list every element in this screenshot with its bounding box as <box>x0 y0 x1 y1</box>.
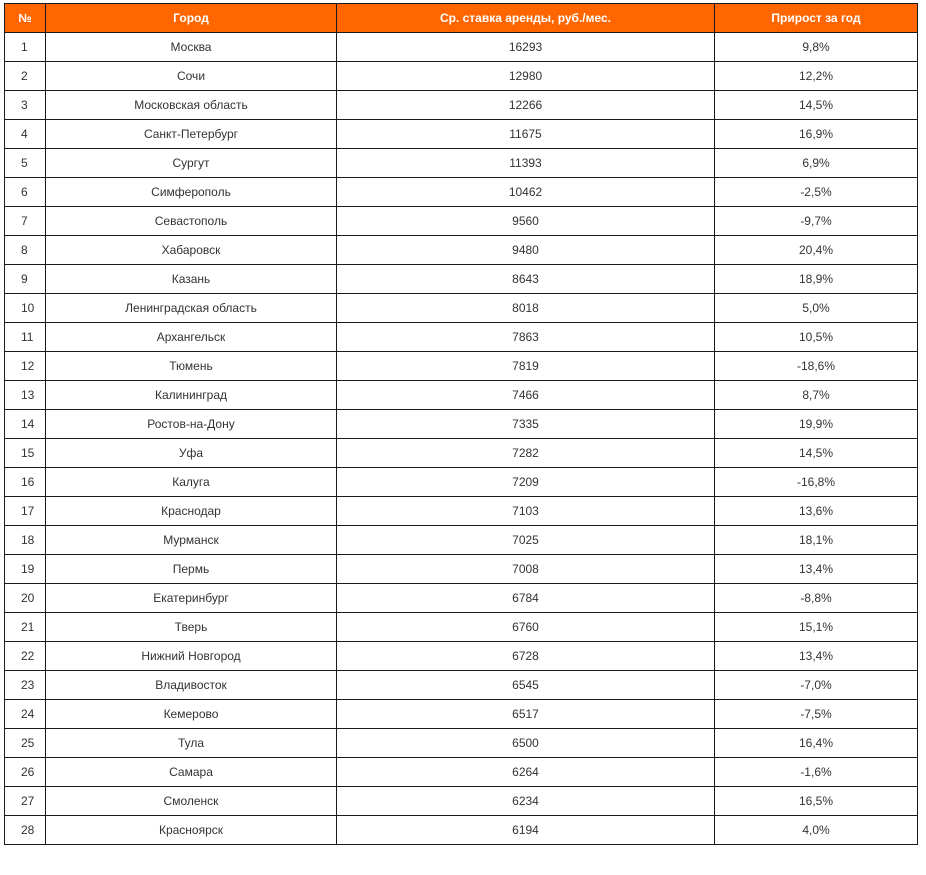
cell-annual-growth: -7,0% <box>715 671 918 700</box>
cell-annual-growth: 16,9% <box>715 120 918 149</box>
cell-annual-growth: 13,4% <box>715 555 918 584</box>
cell-number: 11 <box>5 323 46 352</box>
cell-avg-rent: 6194 <box>337 816 715 845</box>
table-row <box>5 497 918 526</box>
cell-number: 19 <box>5 555 46 584</box>
table-row <box>5 613 918 642</box>
cell-number: 5 <box>5 149 46 178</box>
cell-number: 15 <box>5 439 46 468</box>
table-row <box>5 671 918 700</box>
cell-avg-rent: 10462 <box>337 178 715 207</box>
cell-city: Калининград <box>46 381 337 410</box>
table-row <box>5 352 918 381</box>
cell-number: 16 <box>5 468 46 497</box>
table-row <box>5 526 918 555</box>
cell-avg-rent: 6264 <box>337 758 715 787</box>
cell-city: Тюмень <box>46 352 337 381</box>
cell-annual-growth: 20,4% <box>715 236 918 265</box>
cell-annual-growth: -2,5% <box>715 178 918 207</box>
table-header-row <box>5 4 918 33</box>
cell-number: 24 <box>5 700 46 729</box>
cell-avg-rent: 6517 <box>337 700 715 729</box>
cell-number: 3 <box>5 91 46 120</box>
cell-city: Севастополь <box>46 207 337 236</box>
table-row <box>5 207 918 236</box>
cell-number: 26 <box>5 758 46 787</box>
table-row <box>5 149 918 178</box>
table-row <box>5 381 918 410</box>
cell-number: 25 <box>5 729 46 758</box>
cell-annual-growth: -9,7% <box>715 207 918 236</box>
cell-annual-growth: 6,9% <box>715 149 918 178</box>
cell-annual-growth: 16,5% <box>715 787 918 816</box>
cell-annual-growth: -7,5% <box>715 700 918 729</box>
cell-annual-growth: -18,6% <box>715 352 918 381</box>
table-row <box>5 787 918 816</box>
table-row <box>5 584 918 613</box>
cell-number: 7 <box>5 207 46 236</box>
cell-city: Уфа <box>46 439 337 468</box>
cell-annual-growth: 10,5% <box>715 323 918 352</box>
cell-number: 17 <box>5 497 46 526</box>
cell-avg-rent: 6500 <box>337 729 715 758</box>
cell-avg-rent: 7819 <box>337 352 715 381</box>
cell-avg-rent: 7282 <box>337 439 715 468</box>
table-row <box>5 410 918 439</box>
cell-avg-rent: 7103 <box>337 497 715 526</box>
cell-annual-growth: -1,6% <box>715 758 918 787</box>
cell-city: Архангельск <box>46 323 337 352</box>
table-row <box>5 265 918 294</box>
cell-avg-rent: 6234 <box>337 787 715 816</box>
cell-annual-growth: 18,9% <box>715 265 918 294</box>
cell-number: 2 <box>5 62 46 91</box>
cell-avg-rent: 11393 <box>337 149 715 178</box>
table-row <box>5 91 918 120</box>
cell-avg-rent: 6784 <box>337 584 715 613</box>
cell-number: 9 <box>5 265 46 294</box>
cell-annual-growth: 12,2% <box>715 62 918 91</box>
cell-avg-rent: 12980 <box>337 62 715 91</box>
header-city: Город <box>46 4 337 33</box>
cell-annual-growth: 13,6% <box>715 497 918 526</box>
cell-annual-growth: 4,0% <box>715 816 918 845</box>
cell-number: 22 <box>5 642 46 671</box>
cell-avg-rent: 7335 <box>337 410 715 439</box>
cell-avg-rent: 12266 <box>337 91 715 120</box>
table-row <box>5 729 918 758</box>
cell-city: Сургут <box>46 149 337 178</box>
cell-city: Москва <box>46 33 337 62</box>
cell-annual-growth: 13,4% <box>715 642 918 671</box>
cell-annual-growth: 5,0% <box>715 294 918 323</box>
cell-avg-rent: 6728 <box>337 642 715 671</box>
cell-city: Сочи <box>46 62 337 91</box>
cell-avg-rent: 9560 <box>337 207 715 236</box>
cell-number: 23 <box>5 671 46 700</box>
cell-number: 4 <box>5 120 46 149</box>
cell-avg-rent: 16293 <box>337 33 715 62</box>
table-row <box>5 439 918 468</box>
cell-city: Екатеринбург <box>46 584 337 613</box>
cell-city: Владивосток <box>46 671 337 700</box>
table-row <box>5 178 918 207</box>
cell-number: 6 <box>5 178 46 207</box>
cell-city: Ленинградская область <box>46 294 337 323</box>
cell-annual-growth: 15,1% <box>715 613 918 642</box>
cell-annual-growth: 14,5% <box>715 439 918 468</box>
cell-number: 1 <box>5 33 46 62</box>
cell-avg-rent: 7466 <box>337 381 715 410</box>
cell-city: Ростов-на-Дону <box>46 410 337 439</box>
cell-city: Симферополь <box>46 178 337 207</box>
cell-avg-rent: 9480 <box>337 236 715 265</box>
cell-city: Тверь <box>46 613 337 642</box>
cell-number: 28 <box>5 816 46 845</box>
table-row <box>5 468 918 497</box>
cell-annual-growth: -16,8% <box>715 468 918 497</box>
cell-number: 12 <box>5 352 46 381</box>
table-row <box>5 294 918 323</box>
rent-rates-table <box>4 3 918 845</box>
table-row <box>5 700 918 729</box>
cell-number: 27 <box>5 787 46 816</box>
cell-annual-growth: -8,8% <box>715 584 918 613</box>
cell-city: Калуга <box>46 468 337 497</box>
table-row <box>5 33 918 62</box>
cell-avg-rent: 11675 <box>337 120 715 149</box>
cell-avg-rent: 6760 <box>337 613 715 642</box>
cell-city: Тула <box>46 729 337 758</box>
cell-avg-rent: 7863 <box>337 323 715 352</box>
cell-number: 20 <box>5 584 46 613</box>
table-row <box>5 816 918 845</box>
cell-city: Краснодар <box>46 497 337 526</box>
cell-number: 18 <box>5 526 46 555</box>
table-row <box>5 555 918 584</box>
table-row <box>5 323 918 352</box>
cell-city: Кемерово <box>46 700 337 729</box>
cell-city: Пермь <box>46 555 337 584</box>
cell-city: Нижний Новгород <box>46 642 337 671</box>
header-annual-growth: Прирост за год <box>715 4 918 33</box>
cell-city: Красноярск <box>46 816 337 845</box>
cell-city: Казань <box>46 265 337 294</box>
table-row <box>5 62 918 91</box>
cell-city: Смоленск <box>46 787 337 816</box>
cell-city: Санкт-Петербург <box>46 120 337 149</box>
cell-avg-rent: 7209 <box>337 468 715 497</box>
header-number: № <box>5 4 46 33</box>
cell-avg-rent: 6545 <box>337 671 715 700</box>
cell-number: 21 <box>5 613 46 642</box>
cell-number: 14 <box>5 410 46 439</box>
cell-number: 13 <box>5 381 46 410</box>
cell-city: Самара <box>46 758 337 787</box>
cell-city: Хабаровск <box>46 236 337 265</box>
table-row <box>5 120 918 149</box>
rent-rates-table-container <box>4 3 917 845</box>
cell-annual-growth: 18,1% <box>715 526 918 555</box>
table-row <box>5 758 918 787</box>
cell-annual-growth: 9,8% <box>715 33 918 62</box>
cell-city: Мурманск <box>46 526 337 555</box>
cell-annual-growth: 14,5% <box>715 91 918 120</box>
cell-annual-growth: 16,4% <box>715 729 918 758</box>
cell-avg-rent: 8018 <box>337 294 715 323</box>
cell-number: 8 <box>5 236 46 265</box>
table-body <box>5 33 918 845</box>
cell-annual-growth: 19,9% <box>715 410 918 439</box>
cell-avg-rent: 7025 <box>337 526 715 555</box>
header-avg-rent: Ср. ставка аренды, руб./мес. <box>337 4 715 33</box>
cell-avg-rent: 7008 <box>337 555 715 584</box>
table-row <box>5 642 918 671</box>
cell-number: 10 <box>5 294 46 323</box>
cell-avg-rent: 8643 <box>337 265 715 294</box>
cell-city: Московская область <box>46 91 337 120</box>
cell-annual-growth: 8,7% <box>715 381 918 410</box>
table-row <box>5 236 918 265</box>
